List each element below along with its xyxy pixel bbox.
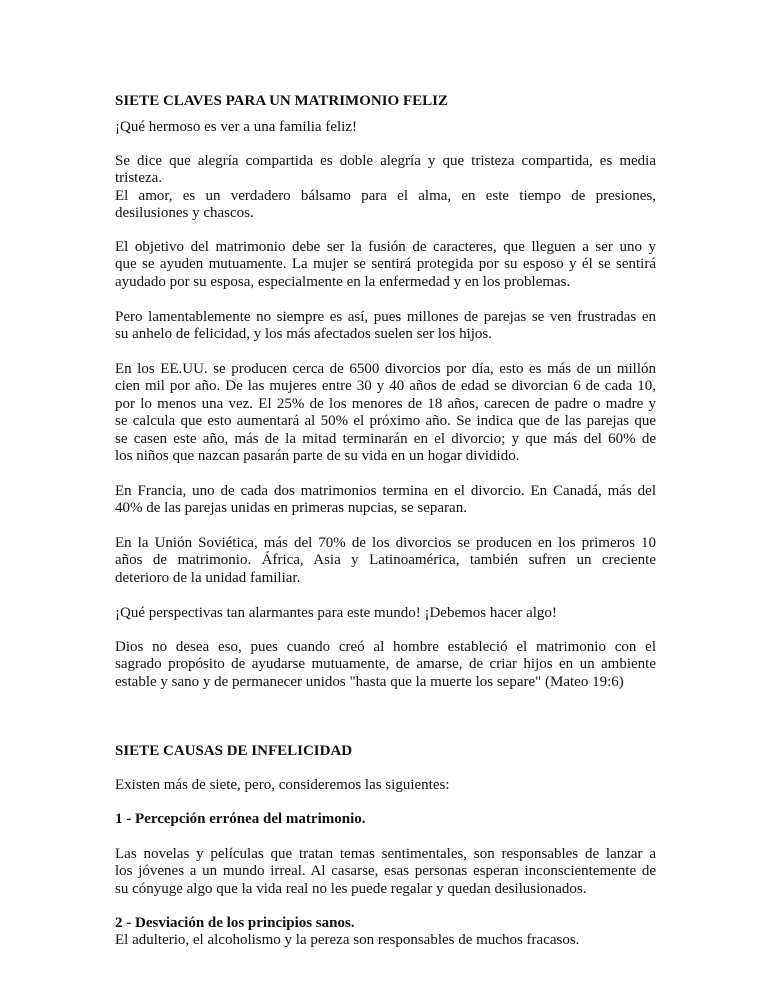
text-line: tristeza.	[115, 170, 163, 187]
text-line: El objetivo del matrimonio debe ser la fusión de caracteres, que lleguen a ser uno y	[115, 239, 656, 255]
text-line: 40% de las parejas unidas en primeras nupcias, se separan.	[115, 500, 467, 517]
paragraph	[115, 309, 656, 344]
text-line: se calcula que esto aumentará al 50% el próximo año. Se indica que de las parejas que	[115, 413, 656, 430]
text-line: años de matrimonio. África, Asia y Latinoamérica, también sufren un creciente	[115, 552, 656, 569]
paragraph	[115, 846, 656, 898]
text-line: se casen este año, más de la mitad terminarán en el divorcio; y que más del 60% de	[115, 430, 656, 447]
text-line: los niños que nazcan pasarán parte de su vida en un hogar dividido.	[115, 448, 520, 465]
text-line: su anhelo de felicidad, y los más afectados suelen ser los hijos.	[115, 326, 492, 343]
text-line: los jóvenes a un mundo irreal. Al casarse, esas personas esperan inconscientemente de	[115, 863, 656, 880]
paragraph	[115, 153, 656, 223]
text-line: El adulterio, el alcoholismo y la pereza son responsables de muchos fracasos.	[115, 932, 580, 948]
text-line: Pero lamentablemente no siempre es así, pues millones de parejas se ven frustradas en	[115, 309, 656, 325]
paragraph	[115, 639, 656, 691]
text-line: que se ayuden mutuamente. La mujer se sentirá protegida por su esposo y él se sentirá	[115, 256, 656, 273]
paragraph	[115, 777, 656, 794]
heading-siete-causas: SIETE CAUSAS DE INFELICIDAD	[115, 743, 353, 759]
text-line: En los EE.UU. se producen cerca de 6500 divorcios por día, esto es más de un millón	[115, 361, 656, 377]
text-line: ¡Qué perspectivas tan alarmantes para este mundo! ¡Debemos hacer algo!	[115, 605, 557, 621]
paragraph	[115, 483, 656, 518]
text-line: En Francia, uno de cada dos matrimonios termina en el divorcio. En Canadá, más del	[115, 483, 656, 499]
text-line: ¡Qué hermoso es ver a una familia feliz!	[115, 119, 357, 135]
text-line: Dios no desea eso, pues cuando creó al hombre estableció el matrimonio con el	[115, 639, 656, 655]
text-line: Existen más de siete, pero, consideremos las siguientes:	[115, 777, 450, 793]
subheading-1: 1 - Percepción errónea del matrimonio.	[115, 811, 366, 827]
text-line: Las novelas y películas que tratan temas sentimentales, son responsables de lanzar a	[115, 846, 656, 862]
paragraph	[115, 119, 656, 136]
paragraph	[115, 239, 656, 291]
text-line: deterioro de la unidad familiar.	[115, 569, 301, 586]
text-line: estable y sano y de permanecer unidos "hasta que la muerte los separe" (Mateo 19:6)	[115, 673, 624, 690]
subheading-2: 2 - Desviación de los principios sanos.	[115, 915, 355, 931]
text-line: desilusiones y chascos.	[115, 205, 254, 222]
paragraph	[115, 361, 656, 465]
text-line: sagrado propósito de ayudarse mutuamente, de amarse, de criar hijos en un ambiente	[115, 656, 656, 673]
paragraph	[115, 605, 656, 622]
text-line: por lo menos una vez. El 25% de los menores de 18 años, carecen de padre o madre y	[115, 395, 656, 412]
text-line: cien mil por año. De las mujeres entre 30 y 40 años de edad se divorcian 6 de cada 10,	[115, 378, 656, 395]
heading-siete-claves: SIETE CLAVES PARA UN MATRIMONIO FELIZ	[115, 93, 448, 109]
text-line: ayudado por su esposa, especialmente en la enfermedad y en los problemas.	[115, 273, 571, 290]
paragraph	[115, 535, 656, 587]
text-line: En la Unión Soviética, más del 70% de los divorcios se producen en los primeros 10	[115, 535, 656, 551]
text-line: El amor, es un verdadero bálsamo para el alma, en este tiempo de presiones,	[115, 187, 656, 204]
paragraph	[115, 932, 656, 949]
text-line: su cónyuge algo que la vida real no les puede regalar y quedan desilusionados.	[115, 880, 587, 897]
text-line: Se dice que alegría compartida es doble alegría y que tristeza compartida, es media	[115, 153, 656, 169]
